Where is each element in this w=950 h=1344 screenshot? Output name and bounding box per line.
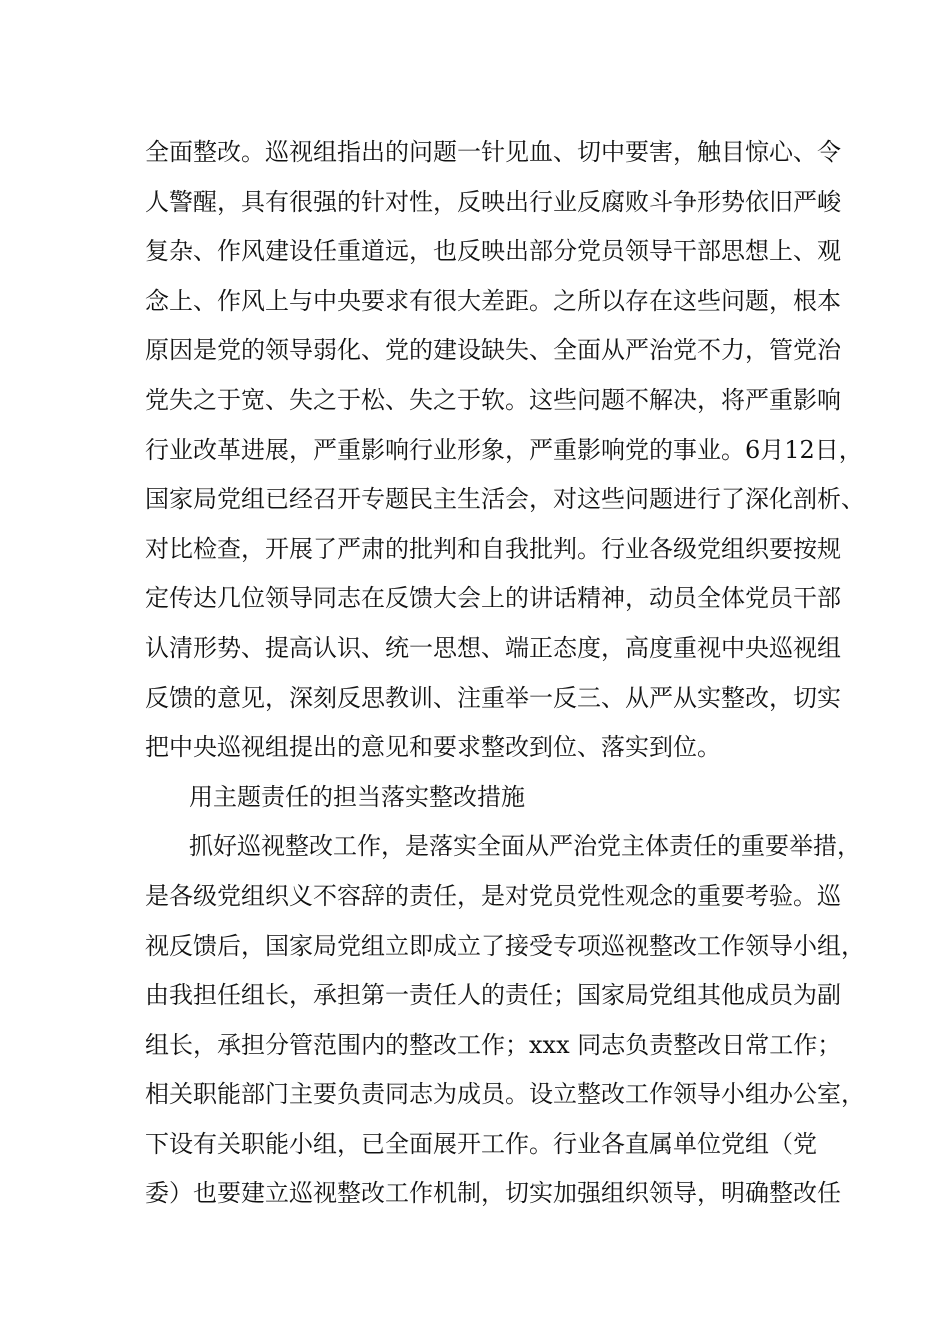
- text-line-11: 认清形势、提高认识、统一思想、端正态度，高度重视中央巡视组: [145, 633, 841, 662]
- text-line-9: 对比检查，开展了严肃的批判和自我批判。行业各级党组织要按规: [145, 534, 841, 563]
- text-line-1: 全面整改。巡视组指出的问题一针见血、切中要害，触目惊心、令: [145, 138, 841, 166]
- text-line-21: 下设有关职能小组，已全面展开工作。行业各直属单位党组（党: [145, 1129, 817, 1158]
- text-line-17: 视反馈后，国家局党组立即成立了接受专项巡视整改工作领导小组，: [145, 931, 865, 960]
- text-line-19: 组长，承担分管范围内的整改工作；xxx 同志负责整改日常工作；: [145, 1030, 842, 1059]
- text-line-10: 定传达几位领导同志在反馈大会上的讲话精神，动员全体党员干部: [145, 584, 841, 613]
- text-line-12: 反馈的意见，深刻反思教训、注重举一反三、从严从实整改，切实: [145, 683, 841, 712]
- text-line-15: 抓好巡视整改工作，是落实全面从严治党主体责任的重要举措，: [189, 832, 861, 861]
- text-line-7: 行业改革进展，严重影响行业形象，严重影响党的事业。6月12日，: [145, 435, 863, 464]
- text-line-13: 把中央巡视组提出的意见和要求整改到位、落实到位。: [145, 733, 721, 762]
- text-line-16: 是各级党组织义不容辞的责任，是对党员党性观念的重要考验。巡: [145, 881, 841, 910]
- text-line-5: 原因是党的领导弱化、党的建设缺失、全面从严治党不力，管党治: [145, 336, 841, 365]
- text-line-20: 相关职能部门主要负责同志为成员。设立整改工作领导小组办公室，: [145, 1080, 865, 1109]
- text-line-6: 党失之于宽、失之于松、失之于软。这些问题不解决，将严重影响: [145, 385, 841, 414]
- section-heading: 用主题责任的担当落实整改措施: [189, 782, 525, 811]
- text-line-2: 人警醒，具有很强的针对性，反映出行业反腐败斗争形势依旧严峻: [145, 187, 841, 216]
- text-line-18: 由我担任组长，承担第一责任人的责任；国家局党组其他成员为副: [145, 981, 841, 1010]
- text-line-8: 国家局党组已经召开专题民主生活会，对这些问题进行了深化剖析、: [145, 485, 865, 514]
- text-line-22: 委）也要建立巡视整改工作机制，切实加强组织领导，明确整改任: [145, 1179, 841, 1208]
- document-body: [145, 128, 865, 1219]
- text-line-4: 念上、作风上与中央要求有很大差距。之所以存在这些问题，根本: [145, 286, 841, 315]
- text-line-3: 复杂、作风建设任重道远，也反映出部分党员领导干部思想上、观: [145, 237, 841, 266]
